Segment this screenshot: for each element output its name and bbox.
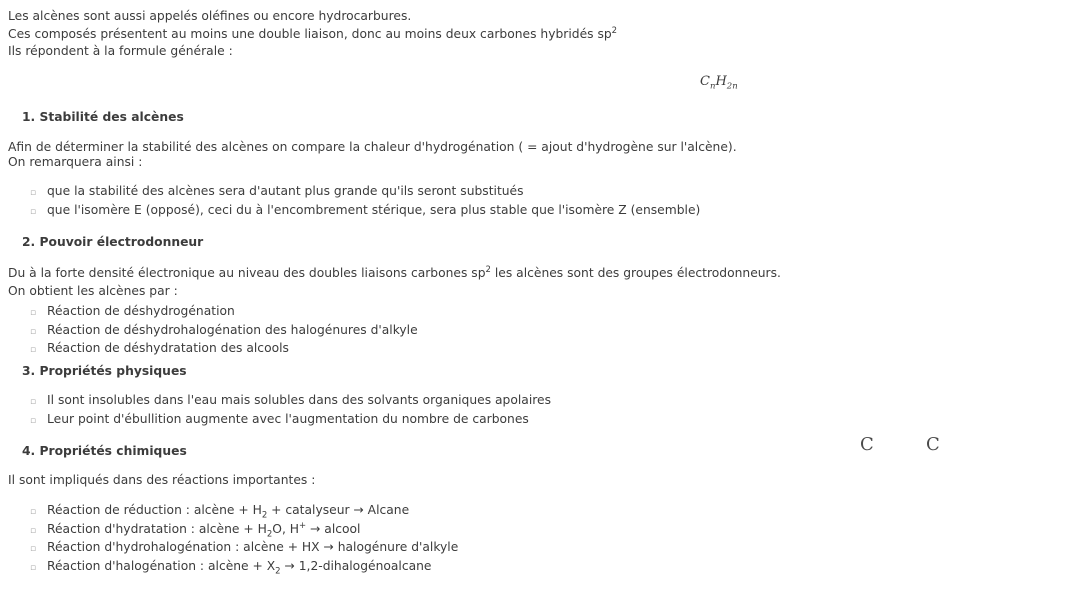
pouvoir-para-1: Du à la forte densité électronique au niveau des doubles liaisons carbones $sp^2$ les alcènes sont des groupes électrodonneurs.	[8, 264, 781, 280]
section-heading-chimiques: 4. Propriétés chimiques	[22, 444, 187, 458]
carbon-label-2: C	[926, 434, 940, 455]
stabilite-para-2: On remarquera ainsi :	[8, 155, 143, 169]
list-item: ▫ Réaction d'hydratation : alcène + $H_2O$, H+ → alcool	[30, 520, 361, 539]
list-item: ▫ Leur point d'ébullition augmente avec l'augmentation du nombre de carbones	[30, 411, 529, 426]
physiques-list	[30, 392, 551, 429]
section-heading-stabilite: 1. Stabilité des alcènes	[22, 110, 184, 124]
list-item: ▫ Réaction de réduction : alcène + $H_2$ + catalyseur → Alcane	[30, 503, 410, 521]
pouvoir-list	[30, 303, 418, 359]
list-item: ▫ que l'isomère E (opposé), ceci du à l'encombrement stérique, sera plus stable que l'isomère Z (ensemble)	[30, 202, 701, 217]
section-heading-pouvoir: 2. Pouvoir électrodonneur	[22, 235, 204, 249]
list-item: ▫ Il sont insolubles dans l'eau mais solubles dans des solvants organiques apolaires	[30, 393, 552, 407]
intro-line-3: Ils répondent à la formule générale :	[8, 44, 233, 58]
pouvoir-para-2: On obtient les alcènes par :	[8, 284, 178, 298]
stabilite-list	[30, 183, 700, 220]
section-heading-physiques: 3. Propriétés physiques	[22, 364, 187, 378]
list-item: ▫ Réaction de déshydrohalogénation des halogénures d'alkyle	[30, 322, 418, 337]
chimiques-para-1: Il sont impliqués dans des réactions importantes :	[8, 473, 316, 487]
list-item: ▫ Réaction d'hydrohalogénation : alcène + HX → halogénure d'alkyle	[30, 540, 459, 554]
carbon-label-1: C	[860, 434, 874, 455]
stabilite-para-1: Afin de déterminer la stabilité des alcènes on compare la chaleur d'hydrogénation ( = ajout d'hydrogène sur l'alcène).	[8, 140, 737, 154]
list-item: ▫ que la stabilité des alcènes sera d'autant plus grande qu'ils seront substitués	[30, 184, 524, 198]
intro-line-1: Les alcènes sont aussi appelés oléfines ou encore hydrocarbures.	[8, 9, 412, 23]
intro-line-2: Ces composés présentent au moins une double liaison, donc au moins deux carbones hybridés $sp^2$	[8, 25, 618, 41]
list-item: ▫ Réaction de déshydratation des alcools	[30, 341, 289, 355]
chimiques-list	[30, 502, 458, 576]
general-formula: $C_nH_{2n}$	[700, 74, 738, 92]
list-item: ▫ Réaction d'halogénation : alcène + $X_2$ → 1,2-dihalogénoalcane	[30, 558, 432, 576]
list-item: ▫ Réaction de déshydrogénation	[30, 304, 235, 318]
